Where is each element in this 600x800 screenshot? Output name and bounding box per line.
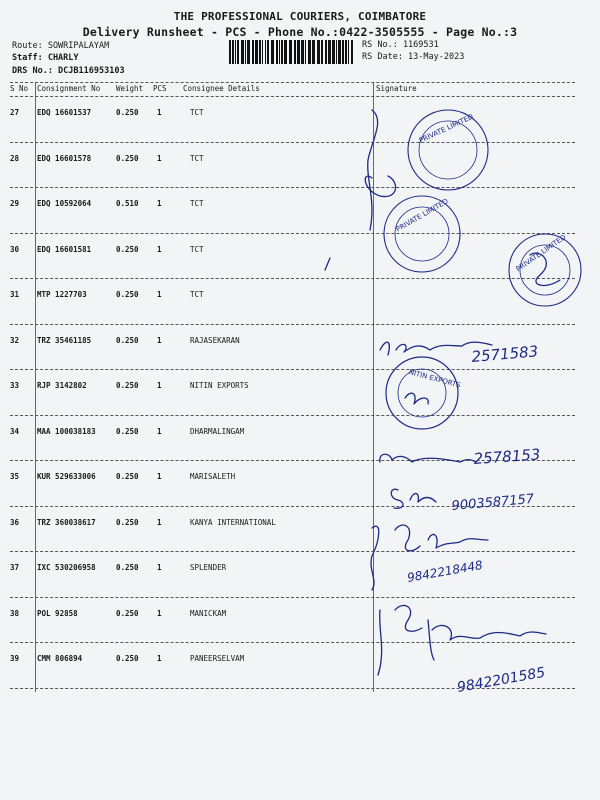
row-rule bbox=[10, 142, 575, 143]
weight-value: 0.250 bbox=[116, 563, 139, 572]
consignment-number: EDQ 16601537 bbox=[37, 108, 92, 117]
drs-number: DRS No.: DCJB116953103 bbox=[12, 66, 125, 76]
col-sno: S No bbox=[10, 84, 29, 93]
barcode-bar bbox=[229, 40, 231, 64]
barcode-bar bbox=[247, 40, 250, 64]
barcode-bar bbox=[279, 40, 280, 64]
consignment-number: MAA 100038183 bbox=[37, 426, 96, 436]
table-row bbox=[10, 462, 575, 508]
pcs-count: 1 bbox=[157, 244, 162, 254]
company-title: THE PROFESSIONAL COURIERS, COIMBATORE bbox=[173, 10, 427, 23]
consignment-number: RJP 3142802 bbox=[37, 381, 87, 390]
barcode-bar bbox=[237, 40, 239, 64]
row-rule bbox=[10, 642, 575, 643]
barcode-bar bbox=[245, 40, 246, 64]
barcode-bar bbox=[308, 40, 311, 64]
serial-number: 32 bbox=[10, 335, 20, 345]
table-row bbox=[10, 326, 575, 372]
barcode bbox=[228, 40, 356, 64]
row-rule bbox=[10, 278, 575, 279]
serial-number: 36 bbox=[10, 517, 20, 527]
barcode-bar bbox=[317, 40, 320, 64]
barcode-bar bbox=[297, 40, 300, 64]
weight-value: 0.250 bbox=[116, 608, 139, 618]
serial-number: 34 bbox=[10, 426, 20, 436]
table-row bbox=[10, 235, 575, 281]
rs-number: RS No.: 1169531 bbox=[362, 40, 439, 50]
barcode-bar bbox=[276, 40, 278, 64]
consignee-name: MANICKAM bbox=[190, 608, 227, 618]
table-row bbox=[10, 599, 575, 645]
barcode-bar bbox=[321, 40, 323, 64]
table-row bbox=[10, 508, 575, 554]
consignment-number: POL 92858 bbox=[37, 608, 78, 618]
pcs-count: 1 bbox=[157, 153, 162, 163]
row-rule bbox=[10, 688, 575, 689]
row-rule bbox=[10, 415, 575, 416]
barcode-bar bbox=[351, 40, 353, 64]
table-row bbox=[10, 417, 575, 463]
weight-value: 0.250 bbox=[116, 426, 139, 436]
serial-number: 37 bbox=[10, 563, 20, 572]
pcs-count: 1 bbox=[157, 290, 162, 299]
barcode-bar bbox=[262, 40, 263, 64]
signature-phone: 9842201585 bbox=[455, 664, 547, 696]
consignee-name: RAJASEKARAN bbox=[190, 335, 240, 345]
stamp-text: NITIN EXPORTS bbox=[407, 368, 462, 390]
weight-value: 0.250 bbox=[116, 472, 139, 481]
barcode-bar bbox=[252, 40, 254, 64]
signature-phone: 2571583 bbox=[470, 342, 539, 366]
pcs-count: 1 bbox=[157, 472, 162, 481]
weight-value: 0.250 bbox=[116, 108, 139, 117]
weight-value: 0.250 bbox=[116, 153, 139, 163]
consignee-name: KANYA INTERNATIONAL bbox=[190, 517, 276, 527]
row-rule bbox=[10, 551, 575, 552]
consignment-number: EDQ 10592064 bbox=[37, 199, 92, 208]
stamp-text: PRIVATE LIMITED bbox=[417, 112, 475, 145]
serial-number: 27 bbox=[10, 108, 20, 117]
barcode-bar bbox=[345, 40, 347, 64]
table-row bbox=[10, 144, 575, 190]
weight-value: 0.250 bbox=[116, 244, 139, 254]
serial-number: 30 bbox=[10, 244, 20, 254]
barcode-bar bbox=[255, 40, 258, 64]
runsheet-subtitle: Delivery Runsheet - PCS - Phone No.:0422-3505555 - Page No.:3 bbox=[82, 25, 518, 39]
serial-number: 35 bbox=[10, 472, 20, 481]
weight-value: 0.510 bbox=[116, 199, 139, 208]
pcs-count: 1 bbox=[157, 426, 162, 436]
barcode-bar bbox=[289, 40, 292, 64]
weight-value: 0.250 bbox=[116, 290, 139, 299]
signature-phone: 9003587157 bbox=[451, 491, 535, 514]
barcode-bar bbox=[325, 40, 327, 64]
table-header bbox=[10, 82, 575, 96]
table-row bbox=[10, 98, 575, 144]
row-rule bbox=[10, 369, 575, 370]
consignment-number: KUR 529633006 bbox=[37, 472, 96, 481]
barcode-bar bbox=[241, 40, 244, 64]
consignee-name: TCT bbox=[190, 108, 204, 117]
rs-date: RS Date: 13-May-2023 bbox=[362, 52, 465, 62]
consignee-name: TCT bbox=[190, 244, 204, 254]
pcs-count: 1 bbox=[157, 517, 162, 527]
serial-number: 38 bbox=[10, 608, 20, 618]
serial-number: 28 bbox=[10, 153, 20, 163]
consignee-name: TCT bbox=[190, 199, 204, 208]
barcode-bar bbox=[281, 40, 283, 64]
col-consignee: Consignee Details bbox=[183, 84, 260, 93]
table-row bbox=[10, 189, 575, 235]
barcode-bar bbox=[267, 40, 269, 64]
barcode-bar bbox=[342, 40, 344, 64]
consignee-name: NITIN EXPORTS bbox=[190, 381, 249, 390]
signature-phone: 9842218448 bbox=[406, 557, 484, 585]
row-rule bbox=[10, 324, 575, 325]
consignee-name: SPLENDER bbox=[190, 563, 227, 572]
row-rule bbox=[10, 187, 575, 188]
barcode-bar bbox=[232, 40, 234, 64]
consignment-number: TRZ 360038617 bbox=[37, 517, 96, 527]
col-pcs: PCS bbox=[153, 84, 167, 93]
consignment-number: EDQ 16601581 bbox=[37, 244, 92, 254]
stamp-text: PRIVATE LIMITED bbox=[514, 233, 568, 274]
table-row bbox=[10, 644, 575, 690]
serial-number: 39 bbox=[10, 654, 20, 663]
weight-value: 0.250 bbox=[116, 654, 139, 663]
route-label: Route: SOWRIPALAYAM bbox=[12, 41, 110, 51]
consignee-name: TCT bbox=[190, 153, 204, 163]
serial-number: 29 bbox=[10, 199, 20, 208]
col-signature: Signature bbox=[376, 84, 417, 93]
pcs-count: 1 bbox=[157, 381, 162, 390]
stamp-text: PRIVATE LIMITED bbox=[394, 197, 450, 234]
barcode-bar bbox=[336, 40, 337, 64]
barcode-bar bbox=[312, 40, 315, 64]
barcode-bar bbox=[259, 40, 261, 64]
consignment-number: TRZ 35461185 bbox=[37, 335, 92, 345]
barcode-bar bbox=[301, 40, 304, 64]
consignment-number: CMM 806894 bbox=[37, 654, 83, 663]
consignment-number: MTP 1227703 bbox=[37, 290, 87, 299]
consignee-name: DHARMALINGAM bbox=[190, 426, 245, 436]
serial-number: 33 bbox=[10, 381, 20, 390]
pcs-count: 1 bbox=[157, 608, 162, 618]
table-header-rule bbox=[10, 96, 575, 97]
table-row bbox=[10, 280, 575, 326]
barcode-bar bbox=[294, 40, 296, 64]
consignee-name: MARISALETH bbox=[190, 472, 236, 481]
pcs-count: 1 bbox=[157, 654, 162, 663]
barcode-bar bbox=[348, 40, 349, 64]
col-consignment: Consignment No bbox=[37, 84, 101, 93]
weight-value: 0.250 bbox=[116, 517, 139, 527]
row-rule bbox=[10, 506, 575, 507]
pcs-count: 1 bbox=[157, 563, 162, 572]
barcode-bar bbox=[265, 40, 266, 64]
consignment-number: IXC 530206958 bbox=[37, 563, 96, 572]
barcode-bar bbox=[332, 40, 335, 64]
pcs-count: 1 bbox=[157, 335, 162, 345]
barcode-bar bbox=[338, 40, 341, 64]
table-row bbox=[10, 553, 575, 599]
barcode-bar bbox=[235, 40, 236, 64]
signature-phone: 2578153 bbox=[473, 445, 541, 468]
barcode-bar bbox=[271, 40, 274, 64]
consignee-name: PANEERSELVAM bbox=[190, 654, 245, 663]
barcode-bar bbox=[284, 40, 287, 64]
table-row bbox=[10, 371, 575, 417]
serial-number: 31 bbox=[10, 290, 20, 299]
row-rule bbox=[10, 597, 575, 598]
barcode-bar bbox=[328, 40, 331, 64]
row-rule bbox=[10, 233, 575, 234]
row-rule bbox=[10, 460, 575, 461]
consignee-name: TCT bbox=[190, 290, 204, 299]
pcs-count: 1 bbox=[157, 199, 162, 208]
consignment-number: EDQ 16601578 bbox=[37, 153, 92, 163]
weight-value: 0.250 bbox=[116, 335, 139, 345]
barcode-bar bbox=[305, 40, 306, 64]
pcs-count: 1 bbox=[157, 108, 162, 117]
col-weight: Weight bbox=[116, 84, 144, 93]
staff-label: Staff: CHARLY bbox=[12, 53, 79, 63]
weight-value: 0.250 bbox=[116, 381, 139, 390]
